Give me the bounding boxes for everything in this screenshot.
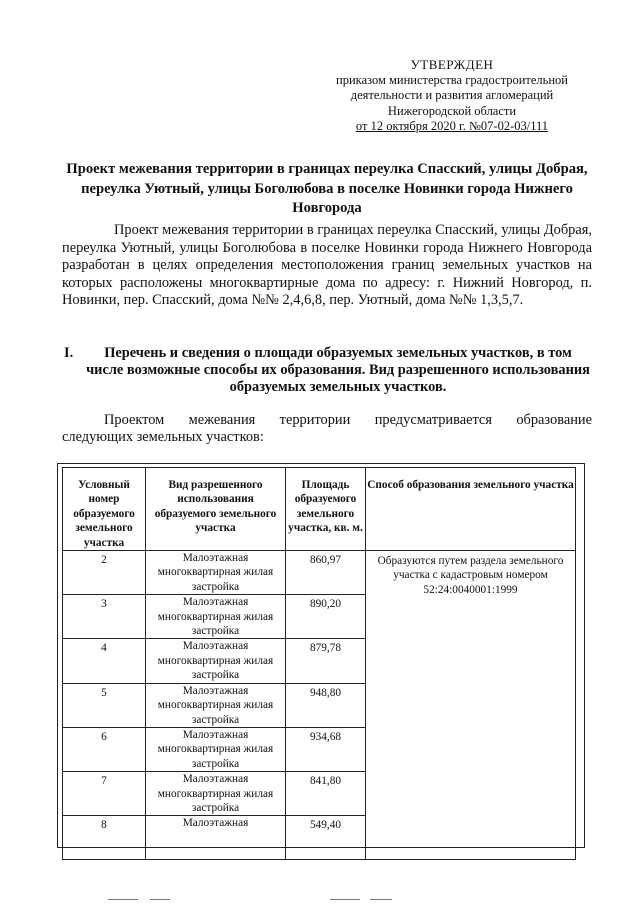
- plot-number: 6: [63, 727, 146, 771]
- plot-number: 3: [63, 595, 146, 639]
- section-heading: [62, 345, 592, 397]
- plot-area: 934,68: [286, 727, 366, 771]
- page-edge-marks: [0, 897, 640, 905]
- plot-use: Малоэтажная многоквартирная жилая застройка: [146, 639, 286, 683]
- plot-area: 948,80: [286, 683, 366, 727]
- plot-use: Малоэтажная многоквартирная жилая застройка: [146, 772, 286, 816]
- approval-line-1: приказом министерства градостроительной: [336, 72, 568, 87]
- plot-use: Малоэтажная: [146, 816, 286, 860]
- plot-area: 890,20: [286, 595, 366, 639]
- approval-line-3: Нижегородской области: [387, 103, 517, 118]
- plot-number: 4: [63, 639, 146, 683]
- plot-number: 8: [63, 816, 146, 860]
- lead-line-2: следующих земельных участков:: [62, 429, 264, 446]
- plot-area: 879,78: [286, 639, 366, 683]
- header-area: Площадь образуемого земельного участка, кв. м.: [286, 468, 366, 551]
- plot-use: Малоэтажная многоквартирная жилая застройка: [146, 683, 286, 727]
- approval-order: от 12 октября 2020 г. №07-02-03/111: [355, 119, 549, 134]
- approval-heading: УТВЕРЖДЕН: [410, 57, 494, 72]
- formation-method: Образуются путем раздела земельного участка с кадастровым номером 52:24:0040001:1999: [366, 551, 576, 860]
- table-header-row: [63, 468, 576, 551]
- plot-use: Малоэтажная многоквартирная жилая застройка: [146, 727, 286, 771]
- approval-stamp: [318, 57, 586, 135]
- document-title: Проект межевания территории в границах переулка Спасский, улицы Добрая, переулка Уютный, улицы Боголюбова в поселке Новинки города Нижнего Новгорода: [66, 161, 588, 216]
- plot-area: 549,40: [286, 816, 366, 860]
- approval-line-2: деятельности и развития агломераций: [350, 88, 554, 103]
- plot-use: Малоэтажная многоквартирная жилая застройка: [146, 551, 286, 595]
- plot-number: 5: [63, 683, 146, 727]
- header-permitted-use: Вид разрешенного использования образуемого земельного участка: [146, 468, 286, 551]
- header-formation-method: Способ образования земельного участка: [366, 468, 576, 551]
- lead-line-1: Проектом межевания территории предусматривается образование: [104, 412, 592, 428]
- land-plots-table: [62, 467, 576, 860]
- plot-number: 2: [63, 551, 146, 595]
- header-plot-number: Условный номер образуемого земельного участка: [63, 468, 146, 551]
- plot-area: 841,80: [286, 772, 366, 816]
- intro-paragraph: Проект межевания территории в границах переулка Спасский, улицы Добрая, переулка Уютный, улицы Боголюбова в поселке Новинки города Нижнего Новгорода разработан в целях определения местоположения границ земельных участков на которых расположены многоквартирные дома по адресу: г. Нижний Новгород, п. Новинки, пер. Спасский, дома №№ 2,4,6,8, пер. Уютный, дома №№ 1,3,5,7.: [62, 222, 592, 309]
- table-row: [63, 551, 576, 595]
- section-number: I.: [64, 345, 74, 361]
- plot-number: 7: [63, 772, 146, 816]
- plot-use: Малоэтажная многоквартирная жилая застройка: [146, 595, 286, 639]
- plot-area: 860,97: [286, 551, 366, 595]
- section-title: Перечень и сведения о площади образуемых земельных участков, в том числе возможные способы их образования. Вид разрешенного использования образуемых земельных участков.: [86, 345, 590, 396]
- lead-paragraph: [62, 412, 592, 446]
